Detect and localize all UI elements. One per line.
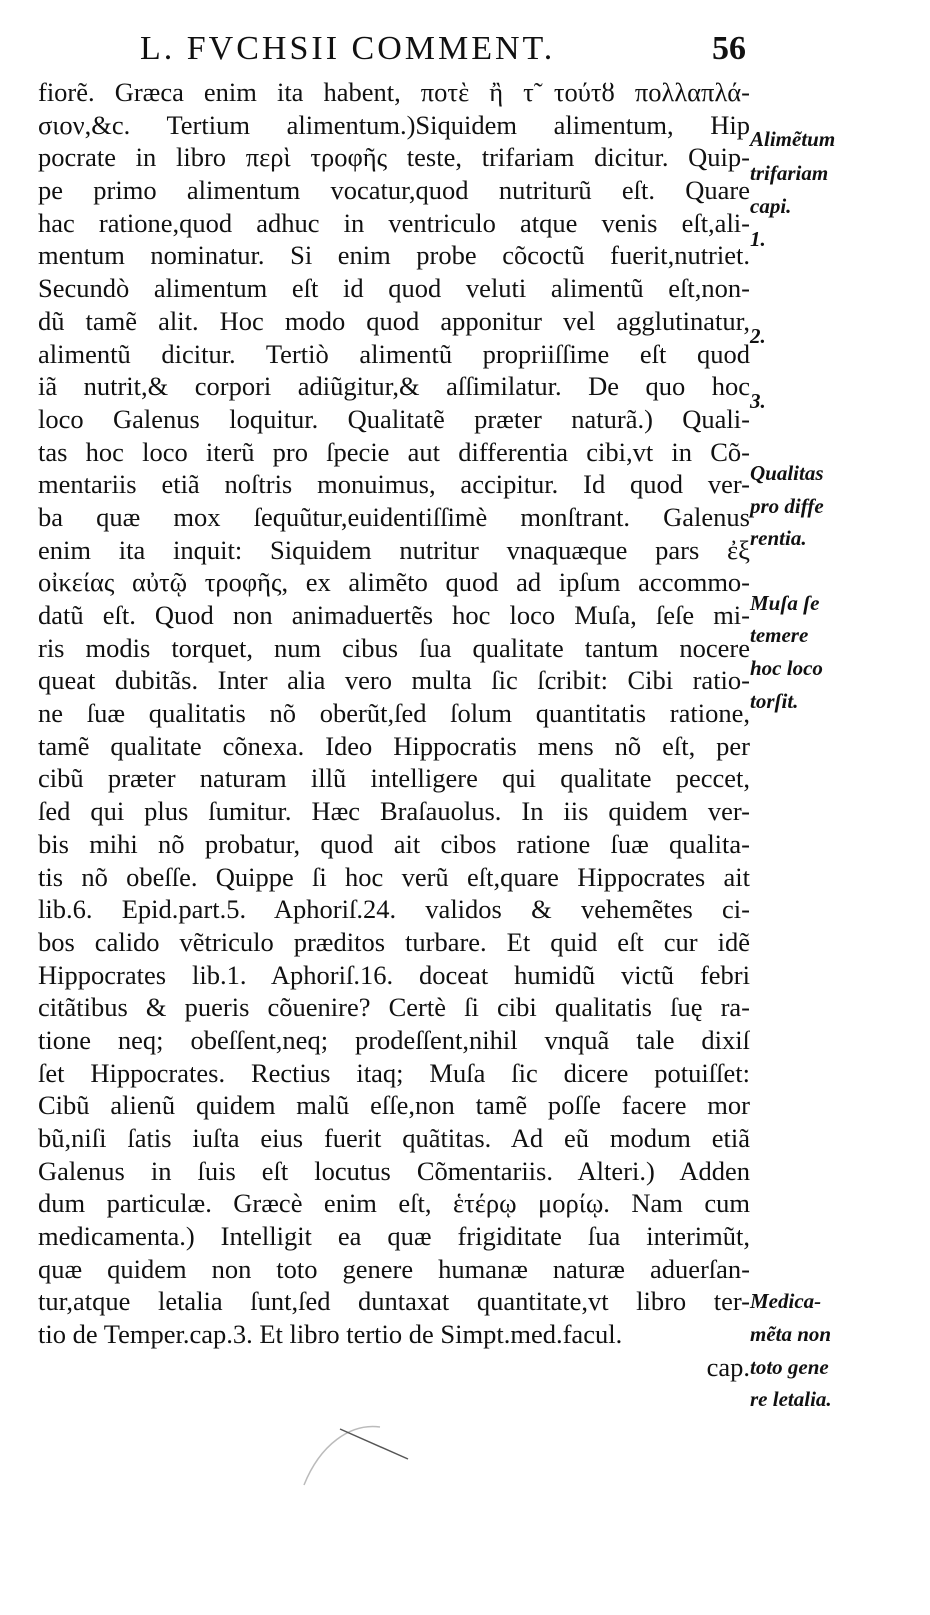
text-line: ba quæ mox ſequũtur,euidentiſſimè monſtrant. Galenus xyxy=(38,501,750,532)
text-line: tio de Temper.cap.3. Et libro tertio de Simpt.med.facul. xyxy=(38,1319,623,1350)
text-line: iã nutrit,& corpori adiũgitur,& aſſimilatur. De quo hoc xyxy=(38,371,750,402)
margin-note: Medica- xyxy=(750,1289,822,1313)
text-line: dum particulæ. Græcè enim eſt, ἑτέρῳ μορίῳ. Nam cum xyxy=(38,1188,750,1219)
margin-note: Alimẽtum xyxy=(750,127,836,151)
text-line: σιον,&c. Tertium alimentum.)Siquidem alimentum, Hip xyxy=(38,109,750,140)
text-line: medicamenta.) Intelligit ea quæ frigiditate ſua interimũt, xyxy=(38,1221,750,1252)
text-line: citãtibus & pueris cõuenire? Certè ſi cibi qualitatis ſuę ra- xyxy=(38,992,750,1023)
text-line: bis mihi nõ probatur, quod ait cibos ratione ſuæ qualita- xyxy=(38,828,750,859)
margin-note: trifariam xyxy=(750,161,829,185)
text-line: dũ tamẽ alit. Hoc modo quod apponitur vel agglutinatur, xyxy=(38,305,750,336)
text-line: Cibũ alienũ quidem malũ eſſe,non tamẽ poſſe facere mor xyxy=(38,1090,750,1121)
text-line: ne ſuæ qualitatis nõ oberũt,ſed ſolum quantitatis ratione, xyxy=(38,698,750,729)
text-line: quæ quidem non toto genere humanæ naturæ aduerſan- xyxy=(38,1253,750,1284)
text-line: ſed qui plus ſumitur. Hæc Braſauolus. In iis quidem ver- xyxy=(38,796,750,827)
margin-note: toto gene xyxy=(750,1355,829,1379)
text-line: οἰκείας αὐτῷ τροφῆς, ex alimẽto quod ad ipſum accommo- xyxy=(38,567,750,598)
text-line: mentariis etiã noſtris monuimus, accipitur. Id quod ver- xyxy=(38,469,750,500)
page-number: 56 xyxy=(712,30,746,67)
margin-note: rentia. xyxy=(750,526,807,550)
text-line: datũ eſt. Quod non animaduertẽs hoc loco Muſa, ſeſe mi- xyxy=(38,600,750,630)
text-line: pe primo alimentum vocatur,quod nutriturũ eſt. Quare xyxy=(38,175,750,206)
margin-note: 1. xyxy=(750,227,766,251)
running-header xyxy=(0,30,930,74)
body-text xyxy=(38,76,750,1384)
margin-note: mẽta non xyxy=(750,1322,832,1346)
margin-note: 2. xyxy=(750,324,766,348)
text-line: ris modis torquet, num cibus ſua qualitate tantum nocere xyxy=(38,632,750,663)
margin-note: re letalia. xyxy=(750,1387,832,1411)
text-line: Galenus in ſuis eſt locutus Cõmentariis. Alteri.) Adden xyxy=(38,1155,750,1186)
margin-note: temere xyxy=(750,623,809,647)
text-line: Hippocrates lib.1. Aphoriſ.16. doceat humidũ victũ febri xyxy=(38,959,750,990)
margin-note: capi. xyxy=(750,194,792,218)
running-head: L. FVCHSII COMMENT. xyxy=(140,30,556,67)
text-line: tione neq; obeſſent,neq; prodeſſent,nihil vnquã tale dixiſ xyxy=(38,1024,750,1055)
catchword: cap. xyxy=(706,1351,750,1382)
text-line: mentum nominatur. Si enim probe cõcoctũ fuerit,nutriet. xyxy=(38,240,750,271)
margin-note: hoc loco xyxy=(750,656,823,680)
text-line: cibũ præter naturam illũ intelligere qui qualitate peccet, xyxy=(38,763,750,794)
paper-crease-mark xyxy=(300,1415,430,1495)
text-line: loco Galenus loquitur. Qualitatẽ præter naturã.) Quali- xyxy=(38,403,750,434)
text-line: tis nõ obeſſe. Quippe ſi hoc verũ eſt,quare Hippocrates ait xyxy=(38,861,750,892)
text-line: tur,atque letalia ſunt,ſed duntaxat quantitate,vt libro ter- xyxy=(38,1286,750,1317)
text-line: pocrate in libro περὶ τροφῆς teste, trifariam dicitur. Quip- xyxy=(38,142,750,173)
text-line: alimentũ dicitur. Tertiò alimentũ propriiſſime eſt quod xyxy=(38,338,750,369)
margin-note: pro diffe xyxy=(750,494,824,518)
text-line: enim ita inquit: Siquidem nutritur vnaquæque pars ἐξ xyxy=(38,534,750,565)
text-line: ſet Hippocrates. Rectius itaq; Muſa ſic dicere potuiſſet: xyxy=(38,1057,750,1088)
text-line: bũ,niſi ſatis iuſta eius fuerit quãtitas. Ad eũ modum etiã xyxy=(38,1123,750,1153)
margin-note: torſit. xyxy=(750,689,799,713)
margin-note: Qualitas xyxy=(750,461,824,485)
text-line: fiorẽ. Græca enim ita habent, ποτὲ ἢ τ̃ τούτȣ πολλαπλά- xyxy=(38,77,750,107)
margin-note: 3. xyxy=(750,389,766,413)
margin-note: Muſa ſe xyxy=(750,591,820,615)
text-line: lib.6. Epid.part.5. Aphoriſ.24. validos & vehemẽtes ci- xyxy=(38,894,750,925)
text-line: queat dubitãs. Inter alia vero multa ſic ſcribit: Cibi ratio- xyxy=(38,665,750,696)
text-line: Secundò alimentum eſt id quod veluti alimentũ eſt,non- xyxy=(38,273,750,304)
text-line: bos calido vẽtriculo præditos turbare. Et quid eſt cur idẽ xyxy=(38,926,750,957)
text-line: hac ratione,quod adhuc in ventriculo atque venis eſt,ali- xyxy=(38,207,750,238)
text-line: tas hoc loco iterũ pro ſpecie aut differentia cibi,vt in Cõ- xyxy=(38,436,750,467)
text-line: tamẽ qualitate cõnexa. Ideo Hippocratis mens nõ eſt, per xyxy=(38,730,750,761)
